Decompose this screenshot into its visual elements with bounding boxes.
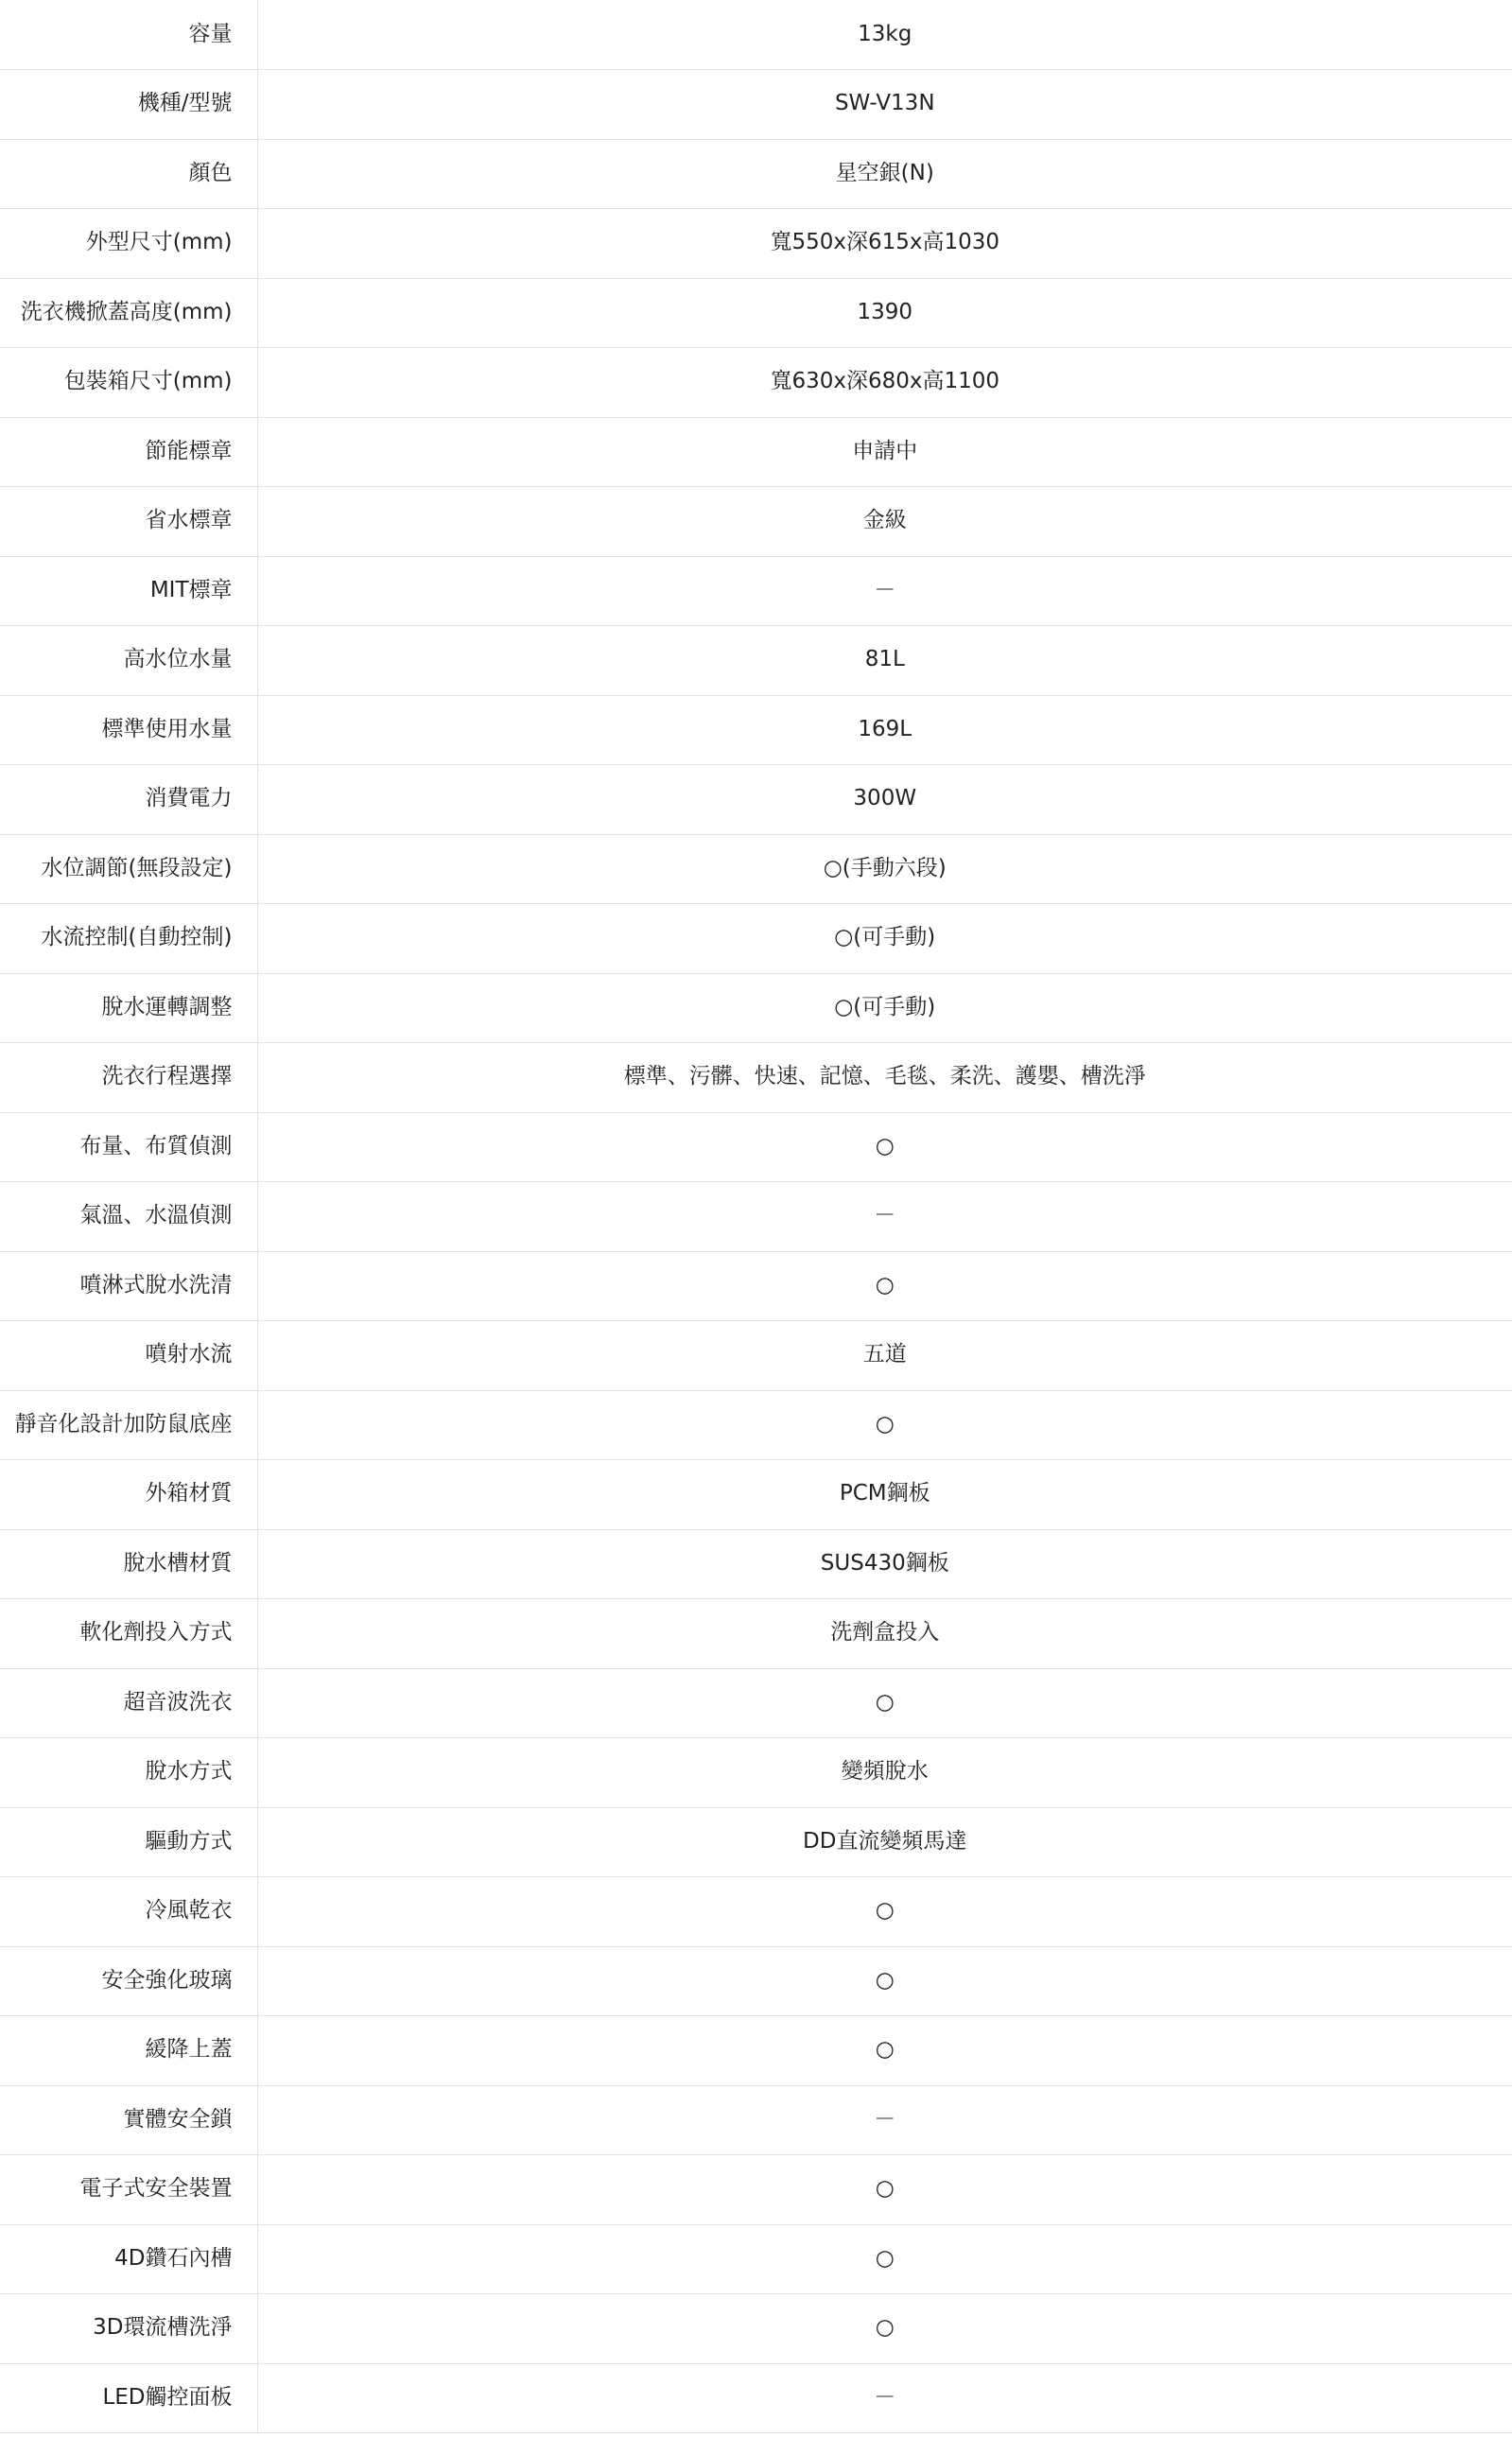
spec-label: 冷風乾衣 bbox=[0, 1877, 257, 1947]
table-row bbox=[0, 1668, 1512, 1738]
table-row bbox=[0, 1738, 1512, 1808]
table-row bbox=[0, 0, 1512, 70]
spec-label: 4D鑽石內槽 bbox=[0, 2224, 257, 2294]
spec-value: 1390 bbox=[257, 278, 1512, 348]
spec-value: － bbox=[257, 556, 1512, 626]
spec-label: 高水位水量 bbox=[0, 626, 257, 696]
spec-value: SW-V13N bbox=[257, 70, 1512, 140]
spec-label: 省水標章 bbox=[0, 487, 257, 557]
spec-value: 169L bbox=[257, 695, 1512, 765]
table-row bbox=[0, 2155, 1512, 2225]
table-row bbox=[0, 1460, 1512, 1530]
spec-label: 機種/型號 bbox=[0, 70, 257, 140]
spec-value: 洗劑盒投入 bbox=[257, 1599, 1512, 1669]
spec-value: 金級 bbox=[257, 487, 1512, 557]
spec-value: ○ bbox=[257, 1946, 1512, 2016]
spec-label: 氣溫、水溫偵測 bbox=[0, 1182, 257, 1252]
spec-value: 13kg bbox=[257, 0, 1512, 70]
spec-label: 噴淋式脫水洗清 bbox=[0, 1251, 257, 1321]
table-row bbox=[0, 278, 1512, 348]
table-row bbox=[0, 626, 1512, 696]
spec-label: 脫水槽材質 bbox=[0, 1529, 257, 1599]
spec-value: － bbox=[257, 2085, 1512, 2155]
table-row bbox=[0, 765, 1512, 835]
spec-value: ○ bbox=[257, 1390, 1512, 1460]
table-row bbox=[0, 1182, 1512, 1252]
table-row bbox=[0, 1946, 1512, 2016]
spec-value: ○ bbox=[257, 2155, 1512, 2225]
table-row bbox=[0, 834, 1512, 904]
table-row bbox=[0, 1321, 1512, 1391]
spec-label: 噴射水流 bbox=[0, 1321, 257, 1391]
table-row bbox=[0, 2085, 1512, 2155]
table-row bbox=[0, 2016, 1512, 2086]
spec-value: PCM鋼板 bbox=[257, 1460, 1512, 1530]
table-row bbox=[0, 1251, 1512, 1321]
spec-label: 3D環流槽洗淨 bbox=[0, 2294, 257, 2364]
table-row bbox=[0, 2224, 1512, 2294]
spec-label: 洗衣機掀蓋高度(mm) bbox=[0, 278, 257, 348]
table-row bbox=[0, 904, 1512, 974]
spec-label: 靜音化設計加防鼠底座 bbox=[0, 1390, 257, 1460]
spec-value: 變頻脫水 bbox=[257, 1738, 1512, 1808]
spec-label: 電子式安全裝置 bbox=[0, 2155, 257, 2225]
table-row bbox=[0, 348, 1512, 418]
spec-label: 包裝箱尺寸(mm) bbox=[0, 348, 257, 418]
spec-label: 節能標章 bbox=[0, 417, 257, 487]
table-row bbox=[0, 695, 1512, 765]
table-row bbox=[0, 556, 1512, 626]
spec-label: 洗衣行程選擇 bbox=[0, 1043, 257, 1113]
spec-label: 外箱材質 bbox=[0, 1460, 257, 1530]
spec-label: 軟化劑投入方式 bbox=[0, 1599, 257, 1669]
spec-value: 五道 bbox=[257, 1321, 1512, 1391]
spec-label: 脫水方式 bbox=[0, 1738, 257, 1808]
spec-value: 81L bbox=[257, 626, 1512, 696]
spec-label: 驅動方式 bbox=[0, 1807, 257, 1877]
spec-value: ○ bbox=[257, 1112, 1512, 1182]
spec-label: LED觸控面板 bbox=[0, 2363, 257, 2433]
spec-value: ○ bbox=[257, 1251, 1512, 1321]
spec-value: ○ bbox=[257, 2016, 1512, 2086]
spec-label: 實體安全鎖 bbox=[0, 2085, 257, 2155]
table-row bbox=[0, 1529, 1512, 1599]
spec-label: 顏色 bbox=[0, 139, 257, 209]
spec-label: 消費電力 bbox=[0, 765, 257, 835]
table-row bbox=[0, 70, 1512, 140]
spec-label: 布量、布質偵測 bbox=[0, 1112, 257, 1182]
table-row bbox=[0, 139, 1512, 209]
spec-value: － bbox=[257, 2363, 1512, 2433]
table-row bbox=[0, 1877, 1512, 1947]
spec-value: ○ bbox=[257, 1877, 1512, 1947]
table-row bbox=[0, 2294, 1512, 2364]
spec-value: ○ bbox=[257, 2294, 1512, 2364]
spec-label: 安全強化玻璃 bbox=[0, 1946, 257, 2016]
spec-label: 水位調節(無段設定) bbox=[0, 834, 257, 904]
spec-value: ○(可手動) bbox=[257, 973, 1512, 1043]
spec-value: ○(手動六段) bbox=[257, 834, 1512, 904]
spec-label: 標準使用水量 bbox=[0, 695, 257, 765]
spec-value: － bbox=[257, 1182, 1512, 1252]
spec-value: ○ bbox=[257, 1668, 1512, 1738]
spec-label: 水流控制(自動控制) bbox=[0, 904, 257, 974]
table-row bbox=[0, 1043, 1512, 1113]
spec-value: 寬630x深680x高1100 bbox=[257, 348, 1512, 418]
table-row bbox=[0, 1390, 1512, 1460]
spec-label: 容量 bbox=[0, 0, 257, 70]
spec-value: SUS430鋼板 bbox=[257, 1529, 1512, 1599]
spec-value: 300W bbox=[257, 765, 1512, 835]
spec-value: 標準、污髒、快速、記憶、毛毯、柔洗、護嬰、槽洗淨 bbox=[257, 1043, 1512, 1113]
table-row bbox=[0, 1807, 1512, 1877]
table-row bbox=[0, 2363, 1512, 2433]
spec-value: ○(可手動) bbox=[257, 904, 1512, 974]
table-row bbox=[0, 487, 1512, 557]
spec-label: 外型尺寸(mm) bbox=[0, 209, 257, 279]
table-row bbox=[0, 1112, 1512, 1182]
table-row bbox=[0, 1599, 1512, 1669]
spec-label: 脫水運轉調整 bbox=[0, 973, 257, 1043]
spec-value: 申請中 bbox=[257, 417, 1512, 487]
table-row bbox=[0, 209, 1512, 279]
spec-value: 寬550x深615x高1030 bbox=[257, 209, 1512, 279]
spec-value: ○ bbox=[257, 2224, 1512, 2294]
spec-label: 緩降上蓋 bbox=[0, 2016, 257, 2086]
spec-value: 星空銀(N) bbox=[257, 139, 1512, 209]
spec-label: 超音波洗衣 bbox=[0, 1668, 257, 1738]
table-row bbox=[0, 973, 1512, 1043]
spec-label: MIT標章 bbox=[0, 556, 257, 626]
spec-value: DD直流變頻馬達 bbox=[257, 1807, 1512, 1877]
table-row bbox=[0, 417, 1512, 487]
